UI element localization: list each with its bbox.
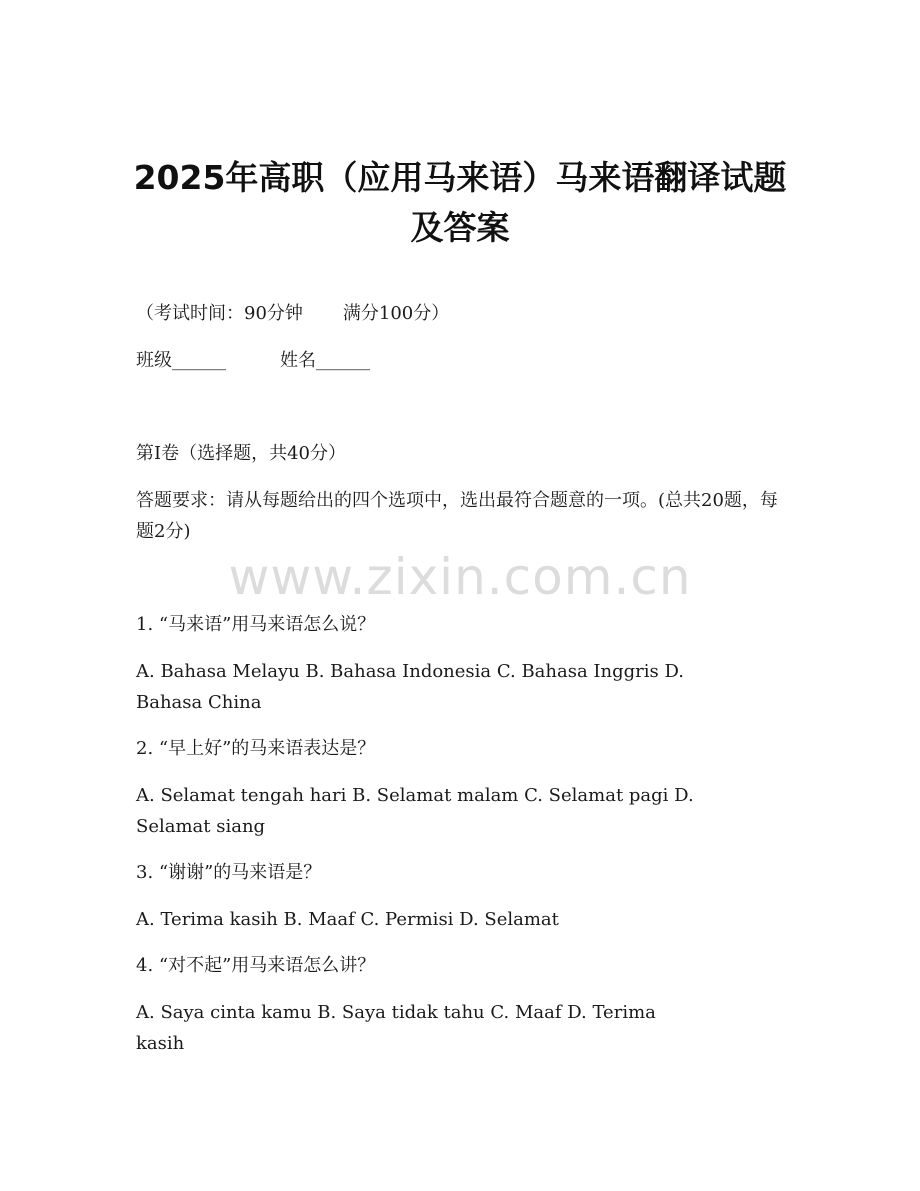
question-stem: 2. “早上好”的马来语表达是？	[136, 738, 376, 759]
question-options-continued: Selamat siang	[136, 816, 266, 837]
instructions: 答题要求：请从每题给出的四个选项中，选出最符合题意的一项。(总共20题，每题2分)	[136, 490, 778, 542]
question-stem: 4. “对不起”用马来语怎么讲？	[136, 955, 376, 976]
name-field: 姓名______	[280, 350, 370, 371]
student-info	[136, 345, 786, 376]
exam-info	[136, 298, 786, 329]
watermark: www.zixin.com.cn	[228, 548, 692, 606]
question-options: A. Bahasa Melayu B. Bahasa Indonesia C. Bahasa Inggris D.	[136, 661, 684, 682]
full-score: 满分100分）	[342, 303, 450, 324]
exam-time: （考试时间：90分钟	[136, 303, 303, 324]
section-title: 第I卷（选择题，共40分）	[136, 443, 347, 464]
question-options: A. Selamat tengah hari B. Selamat malam C. Selamat pagi D.	[136, 785, 694, 806]
question-options-continued: Bahasa China	[136, 692, 262, 713]
document-title-line2: 及答案	[410, 208, 510, 247]
question-stem: 3. “谢谢”的马来语是？	[136, 862, 322, 883]
class-field: 班级______	[136, 350, 226, 371]
document-title-line1: 2025年高职（应用马来语）马来语翻译试题	[133, 158, 787, 197]
question-options: A. Saya cinta kamu B. Saya tidak tahu C. Maaf D. Terima	[136, 1002, 656, 1023]
question-options: A. Terima kasih B. Maaf C. Permisi D. Selamat	[136, 909, 559, 930]
question-stem: 1. “马来语”用马来语怎么说？	[136, 614, 376, 635]
question-options-continued: kasih	[136, 1033, 185, 1054]
